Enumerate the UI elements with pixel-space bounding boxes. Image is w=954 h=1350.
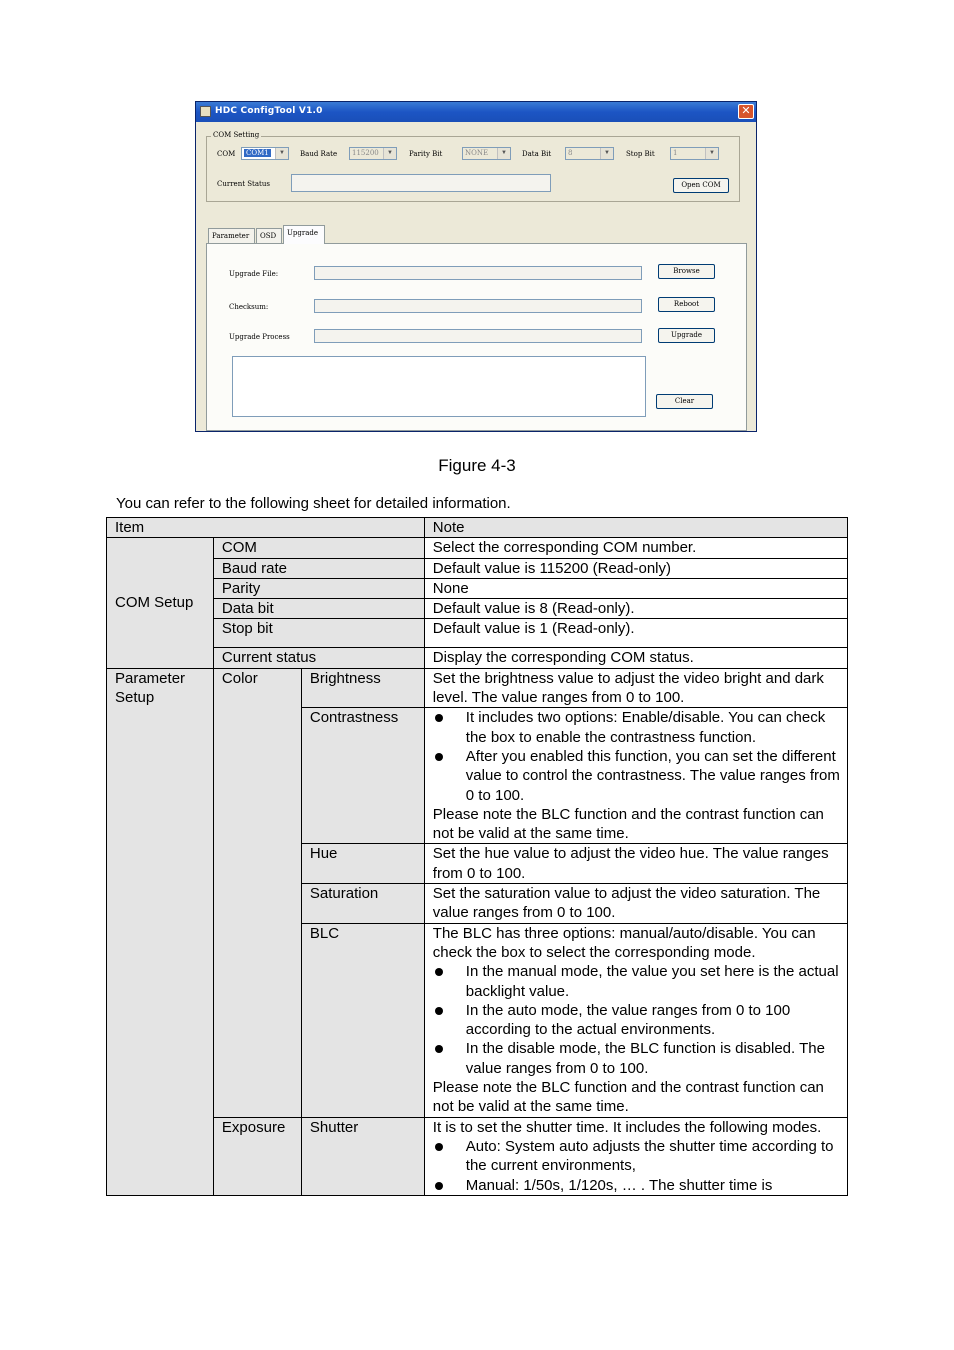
row-item: Current status	[213, 648, 424, 668]
row-item: Hue	[301, 844, 424, 884]
parity-bit-select[interactable]	[462, 147, 511, 160]
row-note: Default value is 1 (Read-only).	[424, 619, 847, 648]
row-note: Set the brightness value to adjust the video bright and dark level. The value ranges from 0 to 100.	[424, 668, 847, 708]
stop-bit-label: Stop Bit	[626, 150, 655, 158]
chevron-down-icon[interactable]: ▼	[600, 148, 613, 159]
open-com-button[interactable]: Open COM	[673, 178, 729, 193]
table-row	[107, 578, 848, 598]
row-item: COM	[213, 538, 424, 558]
data-bit-select[interactable]	[565, 147, 614, 160]
tab-upgrade[interactable]: Upgrade	[283, 225, 325, 244]
table-header-row	[107, 518, 848, 538]
table-row	[107, 648, 848, 668]
parity-bit-value: NONE	[465, 149, 489, 157]
bullet-item: It includes two options: Enable/disable. You can check the box to enable the contrastness function.	[433, 708, 843, 747]
table-row	[107, 538, 848, 558]
chevron-down-icon[interactable]: ▼	[497, 148, 510, 159]
data-bit-value: 8	[568, 149, 573, 157]
row-item: Parity	[213, 578, 424, 598]
upgrade-button[interactable]: Upgrade	[658, 328, 715, 343]
bullet-item: In the manual mode, the value you set here is the actual backlight value.	[433, 962, 843, 1001]
chevron-down-icon[interactable]: ▼	[705, 148, 718, 159]
row-item: Saturation	[301, 884, 424, 924]
upgrade-file-input[interactable]	[314, 266, 642, 280]
row-note	[424, 708, 847, 844]
table-row	[107, 599, 848, 619]
row-item: Contrastness	[301, 708, 424, 844]
upgrade-file-label: Upgrade File:	[229, 270, 279, 278]
com-select-value: COM1	[246, 149, 269, 157]
row-item: Data bit	[213, 599, 424, 619]
window-title: HDC ConfigTool V1.0	[215, 106, 323, 116]
bullet-item: Manual: 1/50s, 1/120s, … . The shutter time is	[433, 1176, 843, 1195]
stop-bit-value: 1	[673, 149, 678, 157]
row-note: Select the corresponding COM number.	[424, 538, 847, 558]
tab-osd[interactable]: OSD	[256, 228, 282, 243]
baud-rate-select[interactable]	[349, 147, 397, 160]
table-row	[107, 558, 848, 578]
chevron-down-icon[interactable]: ▼	[275, 148, 288, 159]
row-item: Stop bit	[213, 619, 424, 648]
current-status-label: Current Status	[217, 180, 270, 188]
bullet-item: After you enabled this function, you can set the different value to control the contrastness. The value ranges from 0 to 100.	[433, 747, 843, 805]
upgrade-panel	[206, 243, 747, 431]
checksum-label: Checksum:	[229, 303, 269, 311]
table-row	[107, 1117, 848, 1195]
row-item: Baud rate	[213, 558, 424, 578]
com-label: COM	[217, 150, 236, 158]
tab-parameter[interactable]: Parameter	[208, 228, 255, 243]
baud-rate-label: Baud Rate	[300, 150, 338, 158]
reboot-button[interactable]: Reboot	[658, 297, 715, 312]
header-item: Item	[107, 518, 425, 538]
app-icon	[200, 106, 211, 117]
config-tool-window	[195, 101, 757, 432]
stop-bit-select[interactable]	[670, 147, 719, 160]
spec-table	[106, 517, 848, 1196]
upgrade-process-label: Upgrade Process	[229, 333, 290, 341]
note-text: It is to set the shutter time. It includes the following modes.	[432, 1118, 822, 1136]
com-setup-label: COM Setup	[107, 538, 214, 668]
baud-rate-value: 115200	[352, 149, 379, 157]
row-item: Brightness	[301, 668, 424, 708]
row-note	[424, 1117, 847, 1195]
note-text: Please note the BLC function and the contrast function can not be valid at the same time.	[432, 805, 824, 843]
note-text: The BLC has three options: manual/auto/disable. You can check the box to select the corresponding mode.	[432, 924, 816, 961]
row-note: Set the saturation value to adjust the video saturation. The value ranges from 0 to 100.	[424, 884, 847, 924]
upgrade-progress-bar	[314, 329, 642, 343]
com-setting-group	[206, 131, 740, 202]
row-note: None	[424, 578, 847, 598]
row-item: BLC	[301, 923, 424, 1117]
bullet-item: In the auto mode, the value ranges from 0 to 100 according to the actual environments.	[433, 1001, 843, 1040]
browse-button[interactable]: Browse	[658, 264, 715, 279]
table-row	[107, 619, 848, 648]
bullet-item: In the disable mode, the BLC function is disabled. The value ranges from 0 to 100.	[433, 1039, 843, 1078]
header-note: Note	[424, 518, 847, 538]
figure-caption: Figure 4-3	[438, 456, 516, 475]
title-bar[interactable]	[196, 102, 756, 122]
bullet-item: Auto: System auto adjusts the shutter time according to the current environments,	[433, 1137, 843, 1176]
parameter-setup-label: Parameter Setup	[107, 668, 214, 1195]
data-bit-label: Data Bit	[522, 150, 552, 158]
table-row	[107, 668, 848, 708]
com-select[interactable]	[241, 147, 289, 160]
checksum-field	[314, 299, 642, 313]
clear-button[interactable]: Clear	[656, 394, 713, 409]
color-label: Color	[213, 668, 301, 1117]
parity-bit-label: Parity Bit	[409, 150, 443, 158]
com-setting-legend: COM Setting	[213, 131, 260, 139]
row-note	[424, 923, 847, 1117]
window-body	[196, 122, 756, 431]
upgrade-log-area[interactable]	[232, 356, 646, 417]
exposure-label: Exposure	[213, 1117, 301, 1195]
row-note: Display the corresponding COM status.	[424, 648, 847, 668]
row-note: Default value is 115200 (Read-only)	[424, 558, 847, 578]
chevron-down-icon[interactable]: ▼	[383, 148, 396, 159]
row-item: Shutter	[301, 1117, 424, 1195]
note-text: Please note the BLC function and the contrast function can not be valid at the same time.	[432, 1079, 824, 1116]
intro-text: You can refer to the following sheet for detailed information.	[116, 495, 511, 512]
current-status-field	[291, 174, 551, 192]
close-icon[interactable]: ✕	[738, 104, 754, 119]
row-note: Set the hue value to adjust the video hue. The value ranges from 0 to 100.	[424, 844, 847, 884]
row-note: Default value is 8 (Read-only).	[424, 599, 847, 619]
